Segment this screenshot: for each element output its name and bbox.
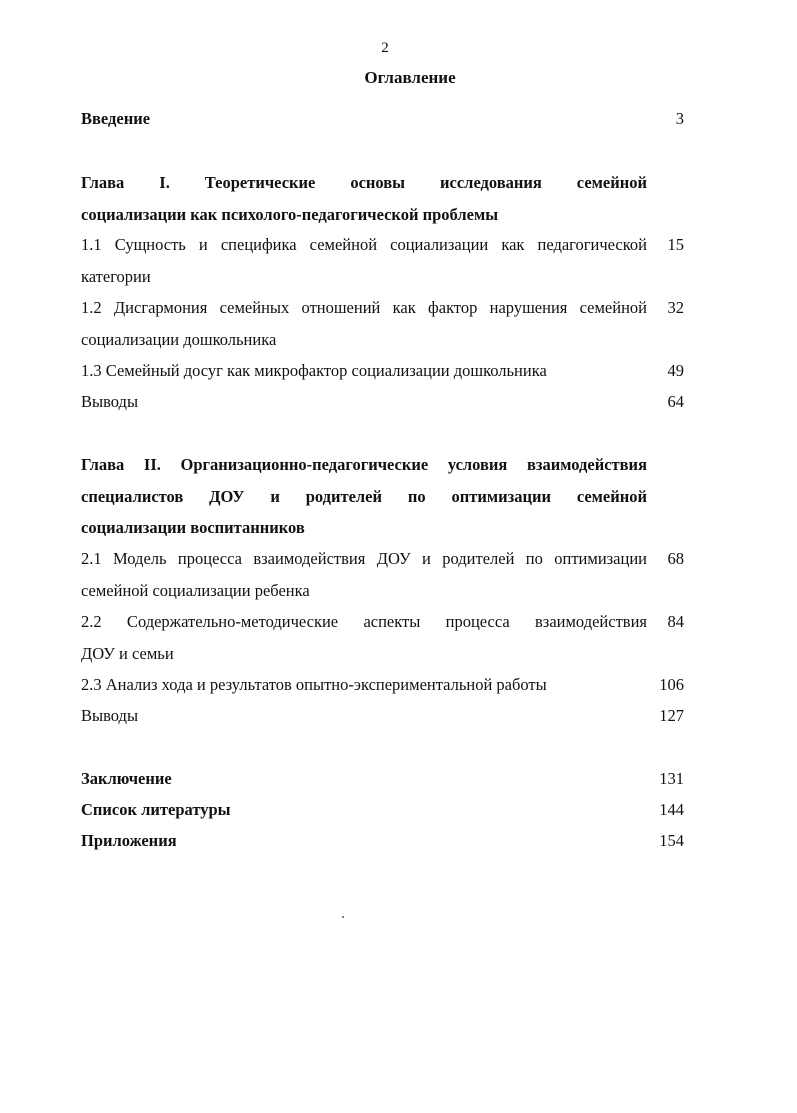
toc-entry-page: 68 <box>667 549 684 568</box>
toc-entry-label: Список литературы <box>81 800 231 819</box>
toc-entry-page: 144 <box>659 800 684 819</box>
toc-entry-line-2: семейной социализации ребенка <box>81 580 310 600</box>
toc-entry-line-1: 1.2 Дисгармония семейных отношений как фактор нарушения семейной <box>81 298 647 317</box>
toc-entry-line-1: 2.1 Модель процесса взаимодействия ДОУ и родителей по оптимизации <box>81 549 647 568</box>
toc-entry-page: 84 <box>667 612 684 631</box>
toc-entry-page: 3 <box>675 109 684 128</box>
toc-entry-line-1: 2.3 Анализ хода и результатов опытно-экспериментальной работы <box>81 675 547 694</box>
chapter-2-heading-line-2: специалистов ДОУ и родителей по оптимизации семейной <box>81 486 647 506</box>
toc-entry-line-2: социализации дошкольника <box>81 329 277 349</box>
toc-entry-line-2: категории <box>81 266 151 286</box>
toc-entry-page: 64 <box>667 392 684 411</box>
chapter-1-heading-line-1: Глава I. Теоретические основы исследования семейной <box>81 173 647 192</box>
chapter-2-heading-line-3: социализации воспитанников <box>81 518 305 537</box>
toc-entry-label: Заключение <box>81 769 172 788</box>
toc-entry-line-1: 1.1 Сущность и специфика семейной социализации как педагогической <box>81 235 647 254</box>
chapter-2-heading-line-1: Глава II. Организационно-педагогические условия взаимодействия <box>81 455 647 474</box>
toc-entry-line-2: ДОУ и семьи <box>81 643 174 663</box>
toc-entry-line-1: 2.2 Содержательно-методические аспекты процесса взаимодействия <box>81 612 647 631</box>
toc-entry-line-1: Выводы <box>81 392 139 411</box>
toc-entry-line-1: Выводы <box>81 706 139 725</box>
chapter-1-heading-line-2: социализации как психолого-педагогической проблемы <box>81 204 499 224</box>
scan-speck <box>342 916 344 918</box>
toc-entry-page: 32 <box>667 298 684 317</box>
toc-entry-page: 106 <box>659 675 684 694</box>
toc-entry-page: 154 <box>659 831 684 850</box>
toc-entry-page: 49 <box>667 361 684 380</box>
toc-entry-page: 15 <box>667 235 684 254</box>
page-number: 2 <box>381 40 389 56</box>
toc-entry-page: 127 <box>659 706 684 725</box>
toc-entry-label: Приложения <box>81 831 177 850</box>
toc-entry-label: Введение <box>81 109 151 128</box>
page-title: Оглавление <box>364 68 456 87</box>
toc-entry-line-1: 1.3 Семейный досуг как микрофактор социализации дошкольника <box>81 361 547 380</box>
toc-entry-page: 131 <box>659 769 684 788</box>
